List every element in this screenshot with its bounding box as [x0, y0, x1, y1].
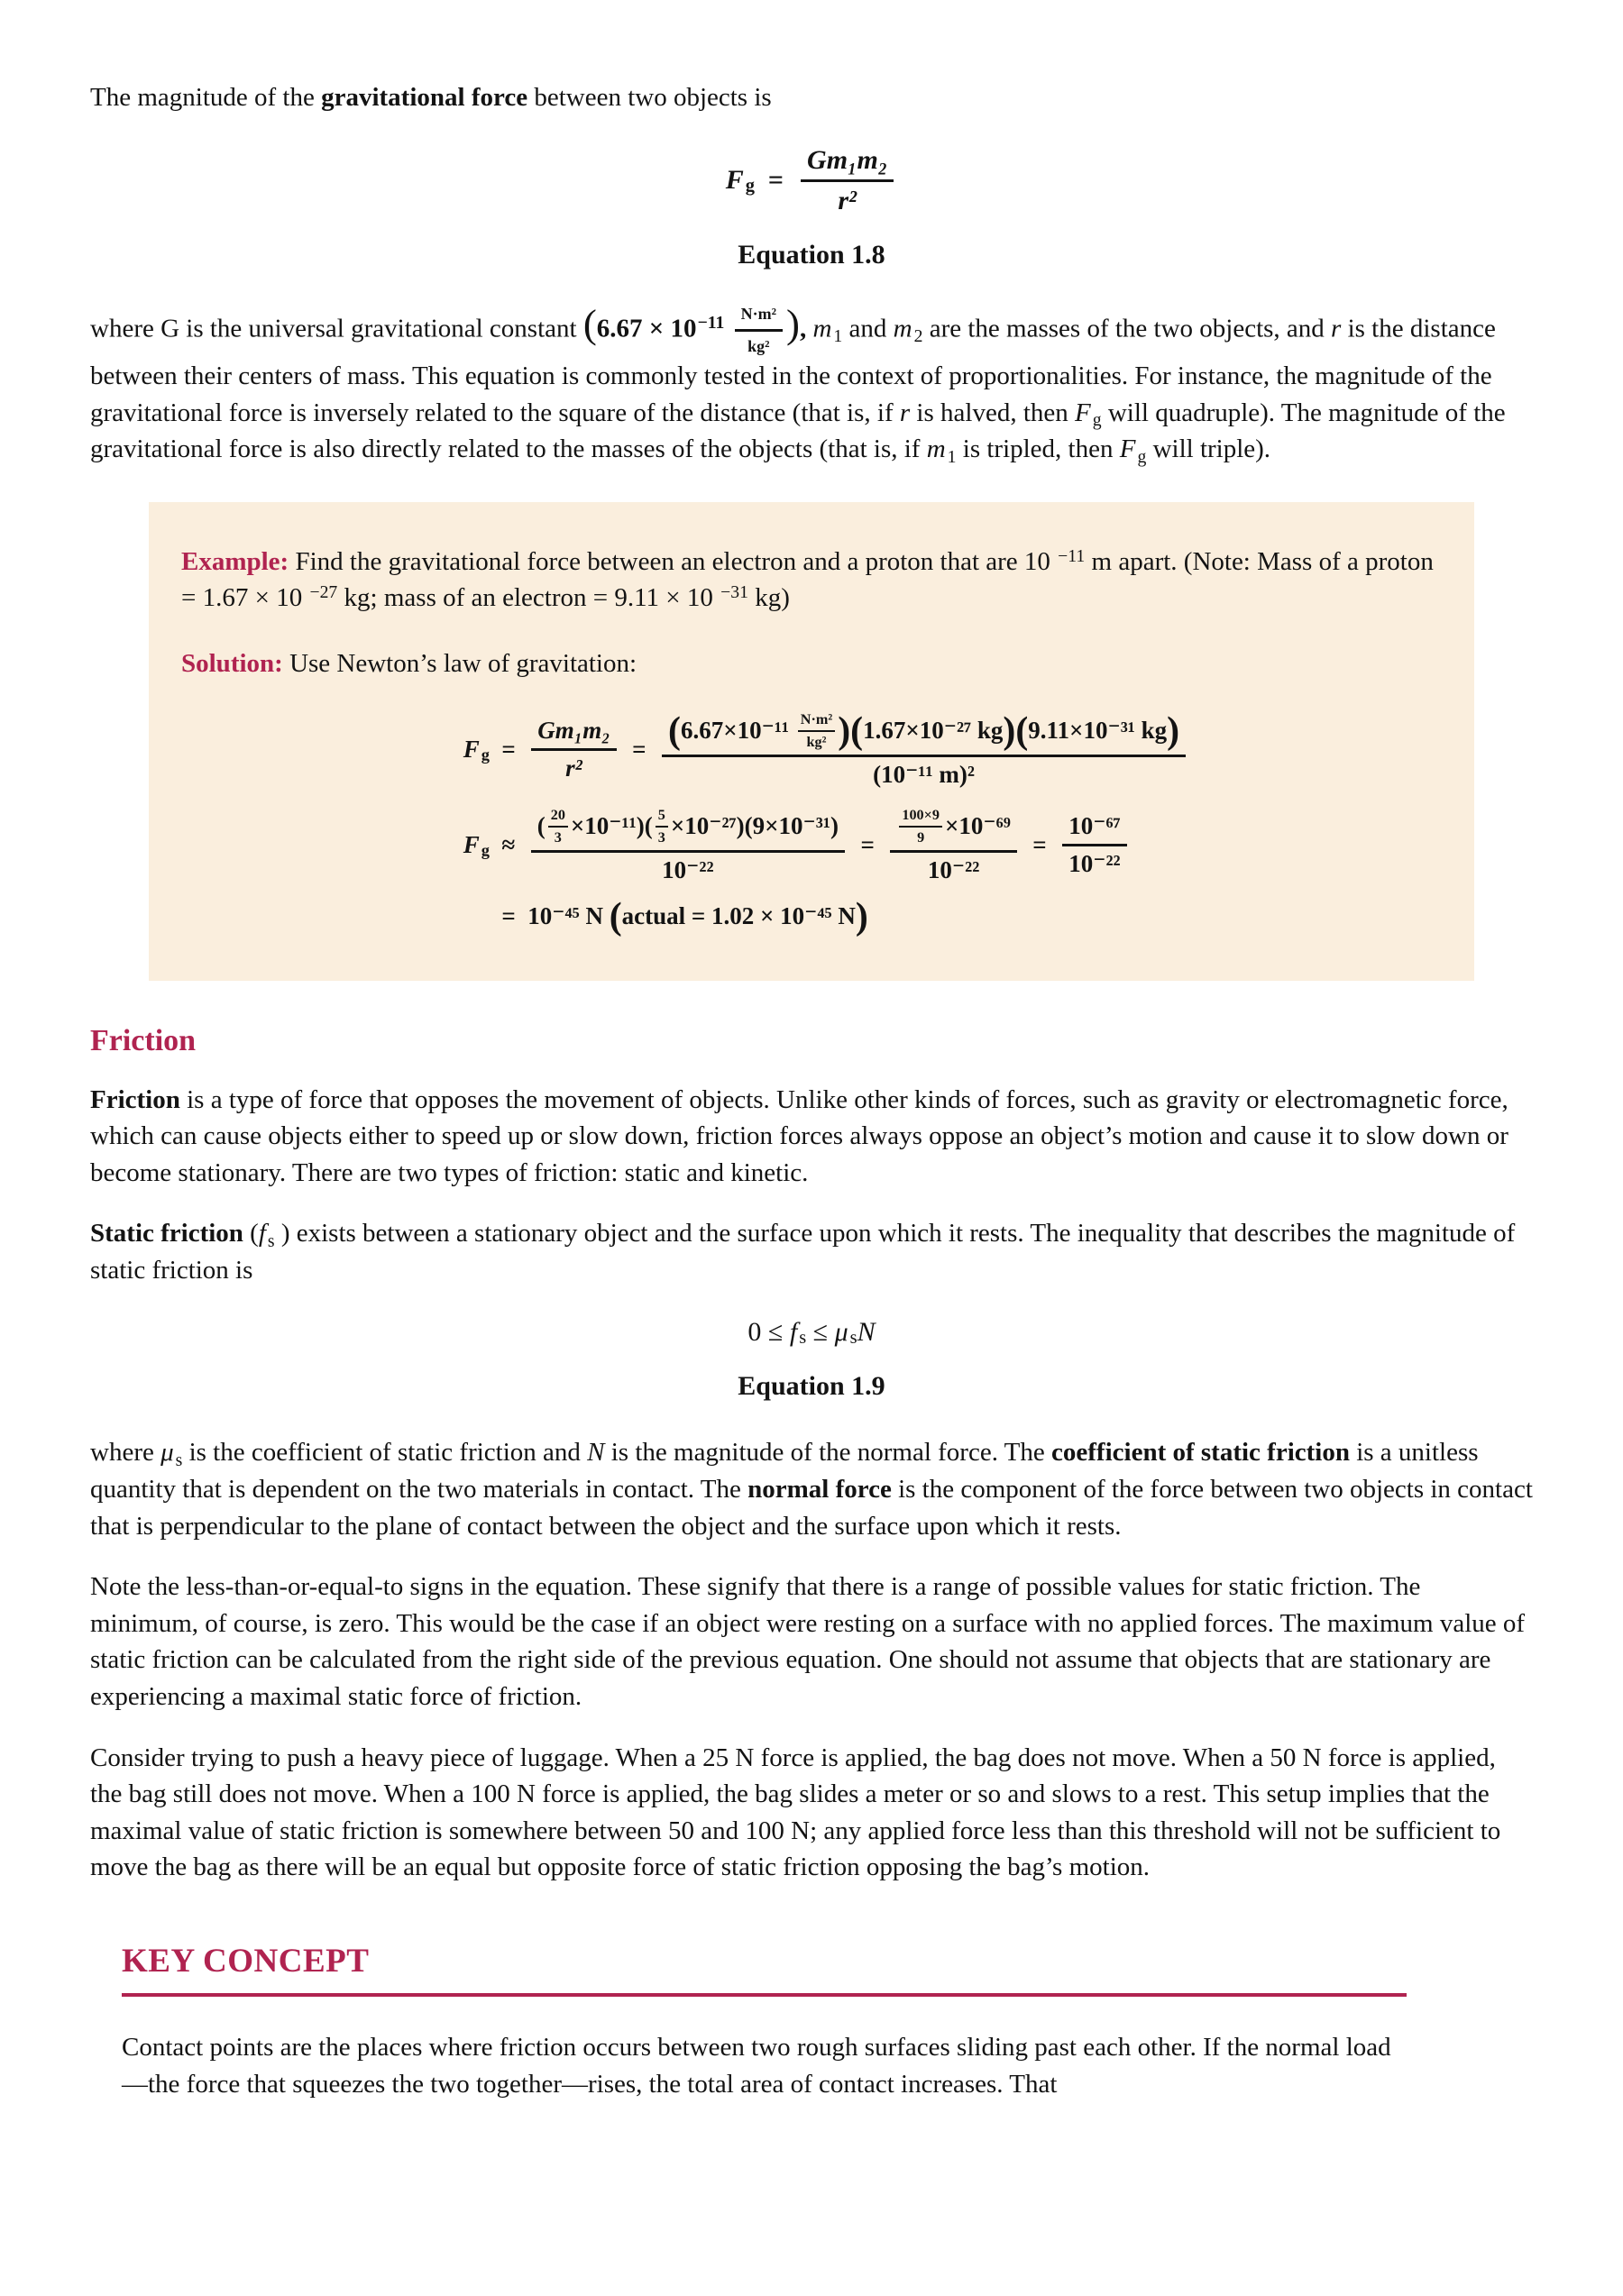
- text-run: Solution:: [181, 648, 283, 678]
- text-run: g: [1092, 410, 1102, 431]
- text-run: g: [481, 745, 490, 764]
- text-run: m: [926, 435, 946, 464]
- text-run: s: [175, 1450, 183, 1471]
- text-run: r: [1331, 313, 1342, 343]
- text-run: gravitational force: [321, 83, 528, 112]
- fraction: $\frac{100\times 9}{9}$: [899, 807, 942, 846]
- text-run: s: [849, 1328, 857, 1349]
- fraction: [801, 145, 894, 216]
- equation-1-9: 0 ≤ f s ≤ μ s N: [747, 1317, 876, 1349]
- text-run: 1: [833, 325, 843, 346]
- text-run: ): [785, 300, 800, 346]
- example-equation-line-1: [434, 711, 1189, 789]
- fraction: $\frac{20}{3}$: [548, 807, 568, 846]
- text-run: r: [899, 398, 911, 427]
- static-friction-paragraph: Static friction (f $_s$ ) exists between a stationary object and the surface upon which it rests. The inequality that describes the magnitude of static friction is: [90, 1219, 1516, 1285]
- text-run: μ: [834, 1317, 848, 1348]
- coefficient-of-friction-paragraph: where μ $_s$ is the coefficient of static friction and N is the magnitude of the normal force. The coefficient of static friction is a unitless quantity that is dependent on the two materials in contact. The normal force is the component of the force between two objects in contact that is perpendicular to the plane of contact between the object and the surface upon which it rests.: [90, 1438, 1533, 1541]
- text-run: m: [893, 313, 912, 343]
- text-run: coefficient of static friction: [1051, 1438, 1350, 1468]
- text-run: −27: [309, 582, 338, 603]
- equation-rhs: = $\frac{\text{Gm₁m₂}}{\text{r²}}$ = ( 6.67×10⁻¹¹ $\frac{\text{N·m²}}{\text{kg²}}$ ) ( 1.67×10⁻²⁷ kg ) ( 9.11×10⁻³¹ kg ) (10⁻¹¹ m)²: [490, 711, 1189, 789]
- equation-lhs: [434, 831, 490, 859]
- text-run: Static friction: [90, 1219, 243, 1249]
- text-run: F: [463, 831, 480, 858]
- text-run: 1: [947, 447, 957, 468]
- text-run: r²: [565, 755, 582, 782]
- inequality-note-paragraph: Note the less-than-or-equal-to signs in the equation. These signify that there is a range of possible values for static friction. The minimum, of course, is zero. This would be the case if an object were resting on a surface with no applied forces. The maximum value of static friction can be calculated from the right side of the previous equation. One should not assume that objects that are stationary are experiencing a maximal static force of friction.: [90, 1572, 1526, 1712]
- text-run: μ: [160, 1438, 174, 1468]
- equation-1-9-caption: Equation 1.9: [738, 1371, 885, 1402]
- example-problem-text: Example: Find the gravitational force between an electron and a proton that are 10 $^{-11}$ m apart. (Note: Mass of a proton = 1.67 × 10 $^{-27}$ kg; mass of an electron = 9.11 × 10 $^{-31}$ kg): [181, 545, 1434, 613]
- text-run: −31: [720, 582, 748, 603]
- text-run: (: [582, 300, 597, 346]
- text-run: g: [1137, 447, 1147, 468]
- text-run: 6.67 × 10: [596, 313, 697, 343]
- key-concept-section: [122, 1942, 1407, 2102]
- text-run: ,: [799, 313, 807, 343]
- text-run: g: [745, 175, 755, 196]
- text-run: Friction: [90, 1084, 180, 1114]
- example-box: [149, 502, 1474, 981]
- fraction: [735, 303, 783, 358]
- text-run: N: [587, 1438, 605, 1468]
- text-run: g: [481, 840, 490, 859]
- friction-definition-paragraph: Friction is a type of force that opposes the movement of objects. Unlike other kinds of forces, such as gravity or electromagnetic force, which can cause objects either to speed up or slow down, friction forces always oppose an object’s motion and cause it to slow down or become stationary. There are two types of friction: static and kinetic.: [90, 1084, 1508, 1187]
- equation-lhs: [434, 736, 490, 764]
- text-run: Example:: [181, 546, 289, 576]
- fraction: $\frac{\text{N·m²}}{\text{kg²}}$: [798, 711, 835, 751]
- text-run: Gm₁m₂: [807, 144, 888, 175]
- text-run: F: [1075, 398, 1091, 427]
- text-run: Gm₁m₂: [537, 717, 610, 744]
- text-run: −11: [1058, 545, 1086, 566]
- fraction: [531, 717, 616, 782]
- text-run: m: [812, 313, 832, 343]
- text-run: N: [857, 1317, 876, 1348]
- fraction: ( $\frac{20}{3}$ ×10⁻¹¹)( $\frac{5}{3}$ ×10⁻²⁷)(9×10⁻³¹) 10⁻²²: [531, 807, 845, 884]
- text-run: normal force: [747, 1475, 892, 1505]
- luggage-example-paragraph: Consider trying to push a heavy piece of luggage. When a 25 N force is applied, the bag does not move. When a 50 N force is applied, the bag still does not move. When a 100 N force is applied, the bag slides a meter or so and slows to a rest. This setup implies that the maximal value of static friction is somewhere between 50 and 100 N; any applied force less than this threshold will not be sufficient to move the bag as there will be an equal but opposite force of static friction opposing the bag’s motion.: [90, 1743, 1501, 1882]
- fraction: $\frac{5}{3}$: [656, 807, 668, 846]
- text-run: f: [789, 1317, 798, 1348]
- text-run: s: [267, 1231, 275, 1252]
- example-solution-intro: Solution: Use Newton’s law of gravitation:: [181, 648, 637, 678]
- equation-rhs: ≈ ( $\frac{20}{3}$ ×10⁻¹¹)( $\frac{5}{3}$ ×10⁻²⁷)(9×10⁻³¹) 10⁻²² = $\frac{100\times 9}{9}$ ×10⁻⁶⁹ 10⁻²² = $\frac{\text{10⁻⁶⁷}}{\text{10⁻²²}}$: [490, 807, 1131, 884]
- gravitational-constant-paragraph: where G is the universal gravitational constant ($6.67 \times 10^{-11}$ $\frac{\text{N·m²}}{\text{kg²}}$ ), m $_1$ and m $_2$ are the masses of the two objects, and r is the distance between their centers of mass. This equation is commonly tested in the context of proportionalities. For instance, the magnitude of the gravitational force is inversely related to the square of the distance (that is, if r is halved, then F $_g$ will quadruple). The magnitude of the gravitational force is also directly related to the masses of the objects (that is, if m $_1$ is tripled, then F $_g$ will triple).: [90, 300, 1506, 468]
- friction-section-heading: Friction: [90, 1023, 197, 1057]
- text-run: r²: [838, 185, 857, 215]
- example-equations: [434, 710, 1189, 938]
- key-concept-heading: KEY CONCEPT: [122, 1942, 1407, 1997]
- text-run: F: [725, 165, 744, 196]
- fraction: $\frac{100\times 9}{9}$ ×10⁻⁶⁹ 10⁻²²: [890, 807, 1016, 884]
- text-run: N·m²: [740, 304, 776, 323]
- text-run: f: [258, 1219, 266, 1249]
- fraction: $\frac{\text{10⁻⁶⁷}}{\text{10⁻²²}}$: [1062, 812, 1126, 878]
- text-run: kg²: [747, 336, 770, 355]
- example-equation-line-3: [434, 895, 1189, 938]
- equation-1-8-caption: Equation 1.8: [738, 239, 885, 270]
- example-equation-line-2: [434, 807, 1189, 884]
- text-run: F: [1119, 435, 1136, 464]
- text-run: 2: [913, 325, 923, 346]
- fraction: ( 6.67×10⁻¹¹ $\frac{\text{N·m²}}{\text{kg²}}$ ) ( 1.67×10⁻²⁷ kg ) ( 9.11×10⁻³¹ kg ) (10⁻¹¹ m)²: [662, 711, 1186, 789]
- text-run: [724, 314, 730, 343]
- key-concept-paragraph: Contact points are the places where friction occurs between two rough surfaces sliding past each other. If the normal load—the force that squeezes the two together—rises, the total area of contact increases. That: [122, 2033, 1391, 2099]
- equation-1-8: F g = $\frac{\text{Gm₁m₂}}{\text{r²}}$: [90, 145, 1533, 216]
- equation-rhs: = 10⁻⁴⁵ N ( actual = 1.02 × 10⁻⁴⁵ N ): [489, 895, 868, 938]
- text-run: s: [799, 1328, 807, 1349]
- text-run: −11: [697, 313, 725, 334]
- intro-paragraph: The magnitude of the gravitational force between two objects is: [90, 83, 772, 112]
- text-run: F: [463, 736, 480, 763]
